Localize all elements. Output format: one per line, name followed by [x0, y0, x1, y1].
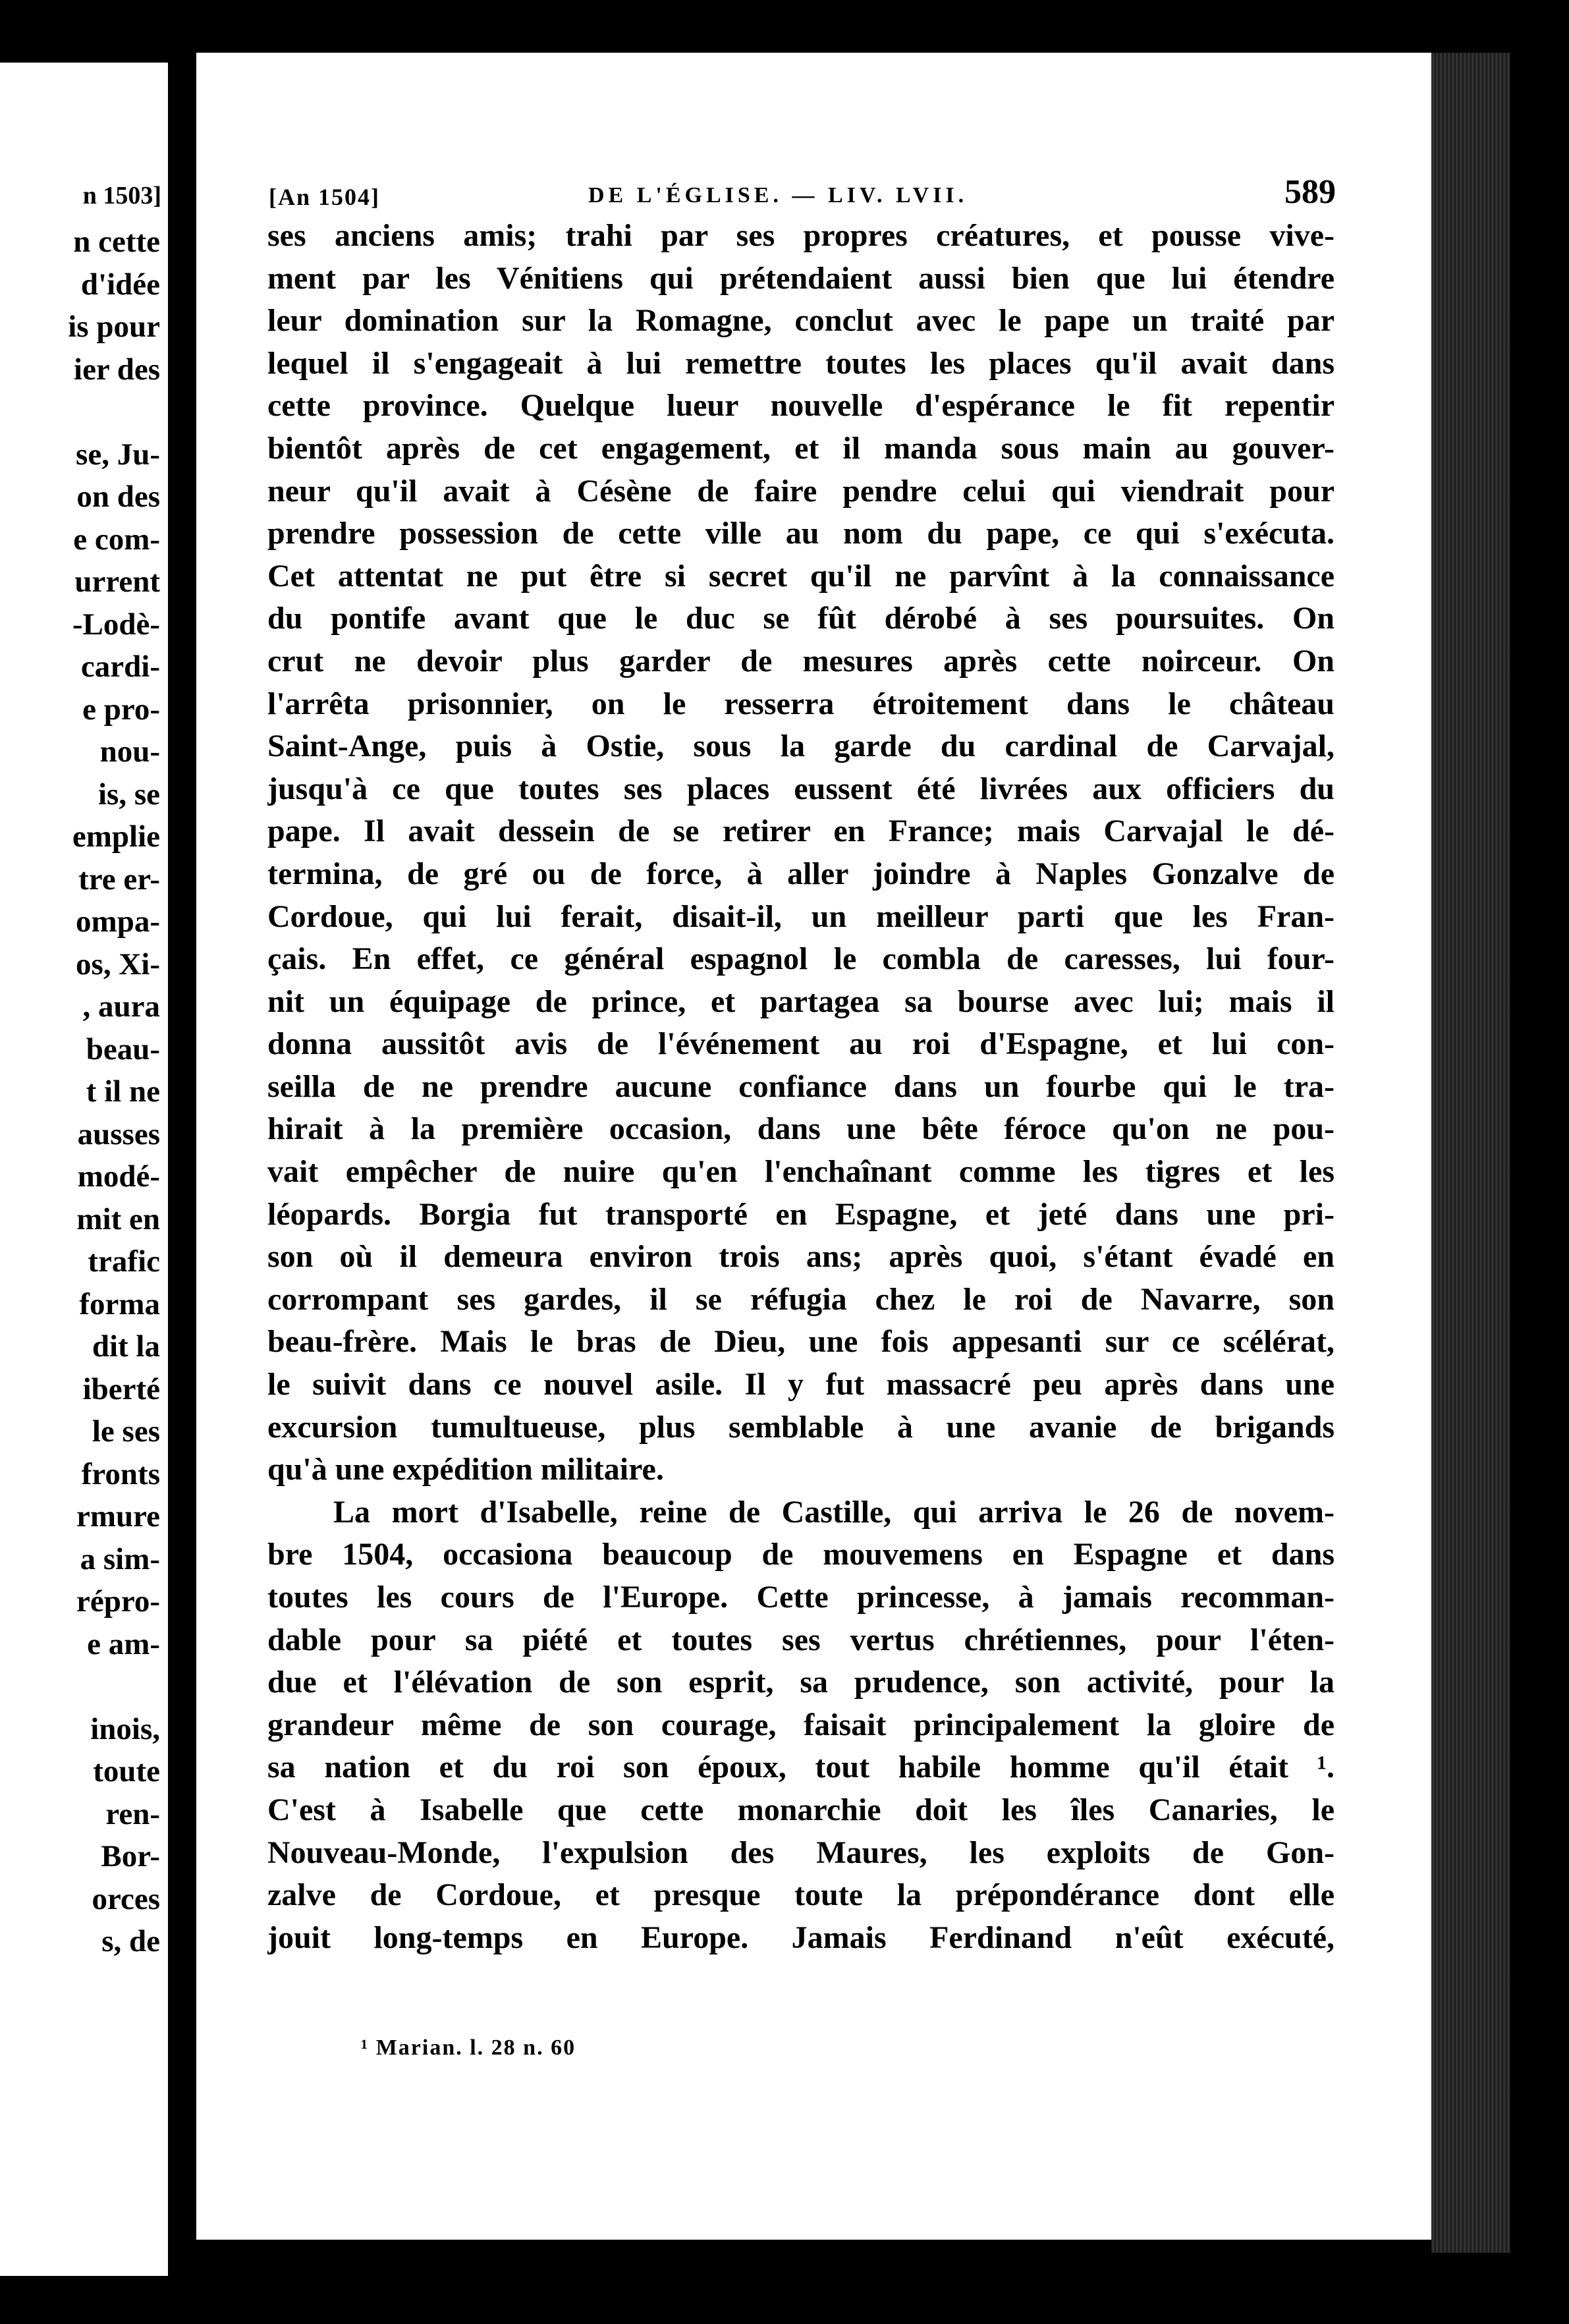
left-line: dit la — [92, 1329, 160, 1364]
text-line: corrompant ses gardes, il se réfugia chez le roi de Navarre, son — [267, 1281, 1335, 1317]
text-line: due et l'élévation de son esprit, sa prudence, son activité, pour la — [267, 1665, 1335, 1700]
left-line: os, Xi- — [76, 947, 160, 982]
text-line: crut ne devoir plus garder de mesures après cette noirceur. On — [267, 643, 1335, 678]
left-line: e pro- — [82, 692, 160, 727]
text-line: Cet attentat ne put être si secret qu'il ne parvînt à la connaissance — [267, 558, 1335, 594]
left-line: Bor- — [101, 1839, 160, 1873]
text-line: vait empêcher de nuire qu'en l'enchaînant comme les tigres et les — [267, 1154, 1335, 1190]
text-line: donna aussitôt avis de l'événement au roi d'Espagne, et lui con- — [267, 1026, 1335, 1062]
text-line: leur domination sur la Romagne, conclut avec le pape un traité par — [267, 303, 1335, 339]
left-line: ren- — [105, 1796, 160, 1831]
text-line: cette province. Quelque lueur nouvelle d'espérance le fit repentir — [267, 388, 1335, 424]
running-head — [269, 173, 1336, 217]
text-line: le suivit dans ce nouvel asile. Il y fut massacré peu après dans une — [267, 1367, 1335, 1402]
left-line: a sim- — [80, 1541, 160, 1576]
left-running-head: n 1503] — [82, 182, 161, 209]
left-line: toute — [93, 1754, 160, 1788]
left-line: urrent — [74, 565, 160, 599]
left-line: beau- — [86, 1032, 160, 1066]
text-line: seilla de ne prendre aucune confiance dans un fourbe qui le tra- — [267, 1068, 1335, 1104]
text-line: ses anciens amis; trahi par ses propres créatures, et pousse vive- — [267, 218, 1335, 253]
left-page — [0, 63, 168, 2276]
text-line: Cordoue, qui lui ferait, disait-il, un meilleur parti que les Fran- — [267, 899, 1335, 934]
text-line: sa nation et du roi son époux, tout habile homme qu'il était ¹. — [267, 1750, 1335, 1785]
left-line: se, Ju- — [76, 437, 160, 472]
running-head-title: DE L'ÉGLISE. — LIV. LVII. — [588, 183, 968, 208]
left-line: fronts — [81, 1456, 160, 1491]
text-line: qu'à une expédition militaire. — [267, 1452, 664, 1487]
text-line: La mort d'Isabelle, reine de Castille, qui arriva le 26 de novem- — [333, 1494, 1335, 1530]
text-line: excursion tumultueuse, plus semblable à une avanie de brigands — [267, 1409, 1335, 1445]
text-line: çais. En effet, ce général espagnol le combla de caresses, lui four- — [267, 941, 1335, 977]
text-line: beau-frère. Mais le bras de Dieu, une fois appesanti sur ce scélérat, — [267, 1324, 1335, 1360]
left-line: modé- — [77, 1159, 160, 1194]
text-line: lequel il s'engageait à lui remettre toutes les places qu'il avait dans — [267, 345, 1335, 381]
left-line: trafic — [88, 1244, 160, 1279]
footnote: ¹ Marian. l. 28 n. 60 — [361, 2035, 576, 2060]
left-line: mit en — [76, 1202, 160, 1236]
left-line: ausses — [77, 1117, 160, 1151]
left-line: orces — [92, 1881, 160, 1916]
left-line: tre er- — [78, 862, 160, 897]
text-line: ment par les Vénitiens qui prétendaient aussi bien que lui étendre — [267, 260, 1335, 296]
left-line: iberté — [82, 1371, 160, 1406]
text-line: nit un équipage de prince, et partagea sa bourse avec lui; mais il — [267, 983, 1335, 1019]
text-line: dable pour sa piété et toutes ses vertus chrétiennes, pour l'éten- — [267, 1622, 1335, 1657]
left-line: s, de — [101, 1924, 160, 1958]
text-line: bre 1504, occasiona beaucoup de mouvemens en Espagne et dans — [267, 1537, 1335, 1572]
left-line: e com- — [73, 522, 160, 557]
left-line: ompa- — [76, 904, 160, 939]
left-line: cardi- — [80, 650, 160, 684]
text-line: Nouveau-Monde, l'expulsion des Maures, les exploits de Gon- — [267, 1835, 1335, 1870]
text-line: jusqu'à ce que toutes ses places eussent été livrées aux officiers du — [267, 771, 1335, 806]
left-line: is pour — [68, 310, 160, 344]
running-head-year: [An 1504] — [269, 184, 380, 210]
right-page — [196, 53, 1431, 2240]
text-line: jouit long-temps en Europe. Jamais Ferdinand n'eût exécuté, — [267, 1920, 1335, 1955]
page-edges — [1431, 53, 1510, 2253]
text-line: toutes les cours de l'Europe. Cette princesse, à jamais recomman- — [267, 1580, 1335, 1615]
left-line — [0, 391, 160, 433]
left-line: nou- — [99, 734, 160, 769]
text-line: hirait à la première occasion, dans une bête féroce qu'on ne pou- — [267, 1111, 1335, 1147]
left-line: t il ne — [86, 1074, 160, 1109]
book-gutter — [168, 0, 194, 2324]
text-line: termina, de gré ou de force, à aller joindre à Naples Gonzalve de — [267, 856, 1335, 891]
left-line: is, se — [98, 777, 160, 812]
left-line: on des — [76, 480, 160, 514]
text-line: pape. Il avait dessein de se retirer en France; mais Carvajal le dé- — [267, 814, 1335, 849]
text-line: léopards. Borgia fut transporté en Espagne, et jeté dans une pri- — [267, 1196, 1335, 1232]
left-line: ier des — [74, 352, 160, 387]
body-text — [267, 215, 1335, 1959]
left-line: forma — [79, 1286, 160, 1321]
text-line: prendre possession de cette ville au nom du pape, ce qui s'exécuta. — [267, 516, 1335, 551]
text-line: C'est à Isabelle que cette monarchie doit les îles Canaries, le — [267, 1792, 1335, 1827]
text-line: neur qu'il avait à Césène de faire pendre celui qui viendrait pour — [267, 473, 1335, 509]
left-line: n cette — [73, 225, 160, 259]
left-line: -Lodè- — [72, 607, 160, 642]
text-line: grandeur même de son courage, faisait principalement la gloire de — [267, 1707, 1335, 1742]
left-line: répro- — [76, 1584, 160, 1618]
text-line: son où il demeura environ trois ans; après quoi, s'étant évadé en — [267, 1239, 1335, 1275]
text-line: du pontife avant que le duc se fût dérobé à ses poursuites. On — [267, 601, 1335, 636]
left-line: le ses — [92, 1414, 160, 1449]
left-page-text — [0, 221, 160, 1963]
left-line: inois, — [90, 1711, 160, 1746]
text-line: bientôt après de cet engagement, et il manda sous main au gouver- — [267, 430, 1335, 466]
left-line: rmure — [76, 1499, 160, 1534]
text-line: l'arrêta prisonnier, on le resserra étroitement dans le château — [267, 686, 1335, 721]
text-line: zalve de Cordoue, et presque toute la prépondérance dont elle — [267, 1877, 1335, 1913]
left-line: e am- — [87, 1626, 160, 1661]
left-line: emplie — [72, 819, 160, 854]
left-line — [0, 1665, 160, 1708]
text-line: Saint-Ange, puis à Ostie, sous la garde du cardinal de Carvajal, — [267, 729, 1335, 764]
page-number: 589 — [1284, 173, 1336, 211]
left-line: d'idée — [80, 267, 160, 302]
left-line: , aura — [82, 989, 160, 1024]
